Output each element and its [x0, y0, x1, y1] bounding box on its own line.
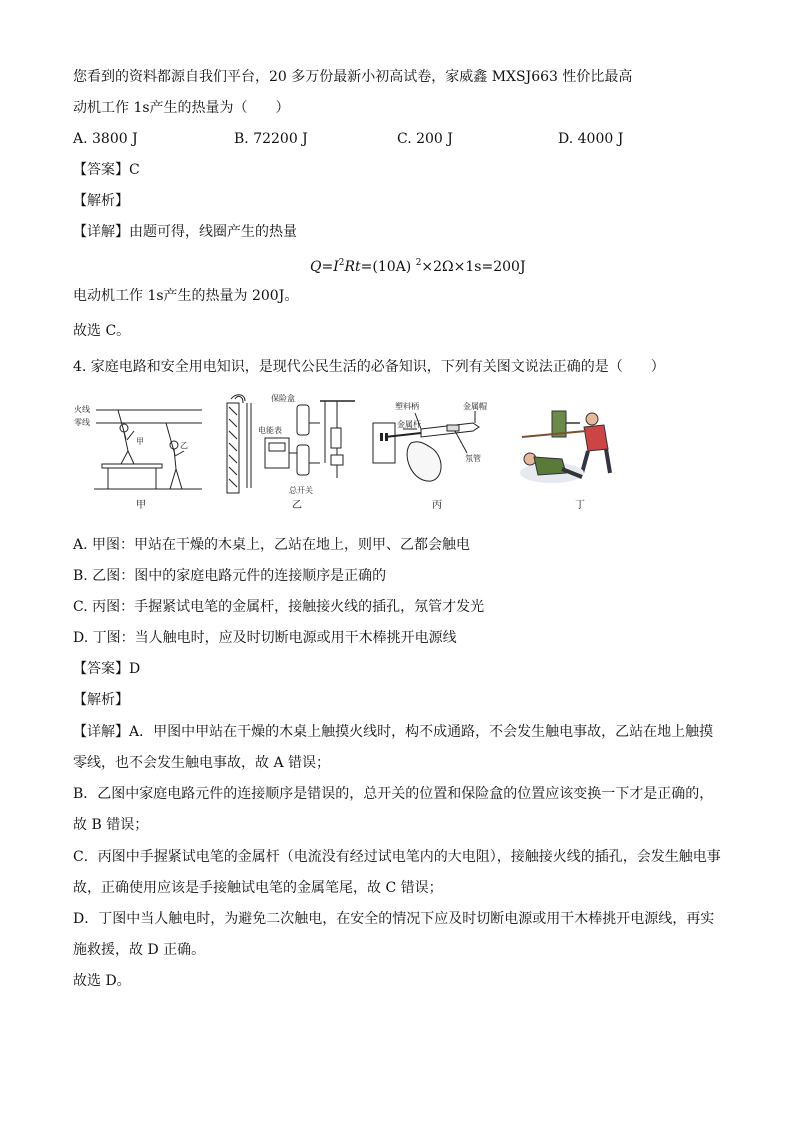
q4-detail-line: C．丙图中手握紧试电笔的金属杆（电流没有经过试电笔内的大电阻），接触接火线的插孔，会发生触电事 — [73, 849, 721, 865]
answer-value: D — [129, 661, 141, 677]
fig-bing-handle-label: 塑料柄 — [395, 402, 419, 411]
formula-i: I — [333, 259, 339, 275]
fig-bing-rod-label: 金属杆 — [397, 420, 421, 429]
formula-sup: 2 — [415, 258, 422, 268]
rescuer-head — [586, 413, 598, 425]
formula-q: Q — [310, 259, 322, 275]
fig-jia-live-label: 火线 — [74, 405, 90, 414]
q3-choose: 故选 C。 — [73, 323, 131, 339]
q3-option-b: B. 72200 J — [234, 131, 308, 147]
q4-option-b: B. 乙图：图中的家庭电路元件的连接顺序是正确的 — [73, 568, 387, 584]
q4-option-c: C. 丙图：手握紧试电笔的金属杆，接触接火线的插孔，氖管才发光 — [73, 599, 485, 615]
q3-option-a: A. 3800 J — [73, 131, 138, 147]
formula-rt: Rt — [344, 259, 361, 275]
q4-detail-line: 施救援，故 D 正确。 — [73, 942, 206, 958]
detail-tag: 【详解】 — [73, 224, 129, 240]
q4-stem: 4. 家庭电路和安全用电知识，是现代公民生活的必备知识，下列有关图文说法正确的是（ ） — [73, 359, 665, 375]
fig-jia-person2-label: 乙 — [180, 441, 188, 450]
q3-analysis-tag: 【解析】 — [73, 193, 129, 209]
wooden-table-top — [102, 464, 162, 468]
q4-answer-line — [73, 659, 140, 679]
header-banner: 您看到的资料都源自我们平台，20 多万份最新小初高试卷，家威鑫 MXSJ663 性价比最高 — [73, 69, 633, 85]
q4-option-d: D. 丁图：当人触电时，应及时切断电源或用干木棒挑开电源线 — [73, 630, 457, 646]
fig-bing-caption: 丙 — [432, 500, 442, 511]
figure-bing — [371, 393, 501, 498]
q4-analysis-tag: 【解析】 — [73, 692, 129, 708]
formula-rest: =(10A) — [360, 259, 416, 275]
fig-yi-meter-label: 电能表 — [258, 426, 282, 435]
fig-bing-tube-label: 氖管 — [465, 454, 481, 463]
fuse-box — [297, 405, 309, 435]
q4-detail-line: 故 B 错误； — [73, 817, 149, 833]
formula-eq: = — [321, 259, 334, 275]
answer-tag: 【答案】 — [73, 661, 129, 677]
main-switch — [297, 445, 309, 475]
fig-yi-switch-label: 总开关 — [289, 486, 313, 495]
formula-sq: 2 — [338, 258, 345, 268]
answer-value: C — [129, 162, 140, 178]
person-yi-body — [166, 423, 184, 489]
q3-result: 电动机工作 1s产生的热量为 200J。 — [73, 288, 299, 304]
branch-device — [331, 428, 341, 448]
person-jia-body — [118, 410, 134, 464]
fig-bing-cap-label: 金属帽 — [463, 402, 487, 411]
q3-option-c: C. 200 J — [397, 131, 453, 147]
figure-jia — [74, 393, 204, 498]
fig-ding-caption: 丁 — [575, 500, 585, 511]
hand — [407, 442, 441, 481]
q4-detail-line: 零线，也不会发生触电事故，故 A 错误； — [73, 755, 331, 771]
fig-yi-caption: 乙 — [292, 500, 302, 511]
q4-detail-line: D．丁图中当人触电时，为避免二次触电，在安全的情况下应及时切断电源或用干木棒挑开电源线，再实 — [73, 911, 715, 927]
fig-jia-caption: 甲 — [136, 500, 146, 511]
socket — [331, 455, 343, 465]
q4-detail-line: B．乙图中家庭电路元件的连接顺序是错误的，总开关的位置和保险盒的位置应该变换一下才是正确的， — [73, 786, 714, 802]
q4-detail-line: 故，正确使用应该是手接触试电笔的金属笔尾，故 C 错误； — [73, 880, 443, 896]
socket-hole — [380, 433, 383, 441]
fig-jia-person1-label: 甲 — [136, 437, 144, 446]
q4-choose: 故选 D。 — [73, 973, 131, 989]
detail-tag: 【详解】 — [73, 724, 129, 740]
formula-tail: ×2Ω×1s=200J — [421, 259, 526, 275]
rescuer-body — [584, 425, 608, 451]
q3-formula — [310, 253, 526, 277]
q3-detail-line — [73, 222, 297, 242]
rescuer-legs — [582, 449, 610, 473]
figure-ding — [512, 393, 622, 498]
fig-yi-fuse-label: 保险盒 — [271, 394, 295, 403]
figure-yi — [225, 393, 365, 498]
fig-jia-neutral-label: 零线 — [74, 418, 90, 427]
answer-tag: 【答案】 — [73, 162, 129, 178]
neon-tube — [447, 425, 459, 431]
q3-answer-line — [73, 160, 140, 180]
wall-socket — [373, 423, 395, 463]
q4-detail-line — [73, 722, 713, 742]
detail-text: A．甲图中甲站在干燥的木桌上触摸火线时，构不成通路，不会发生触电事故，乙站在地上触摸 — [129, 724, 714, 740]
incoming-wires — [231, 395, 245, 403]
q4-option-a: A. 甲图：甲站在干燥的木桌上，乙站在地上，则甲、乙都会触电 — [73, 537, 471, 553]
detail-text: 由题可得，线圈产生的热量 — [129, 224, 297, 240]
victim-body — [534, 457, 566, 475]
q3-option-d: D. 4000 J — [558, 131, 624, 147]
q3-stem-tail: 动机工作 1s产生的热量为（ ） — [73, 100, 290, 116]
